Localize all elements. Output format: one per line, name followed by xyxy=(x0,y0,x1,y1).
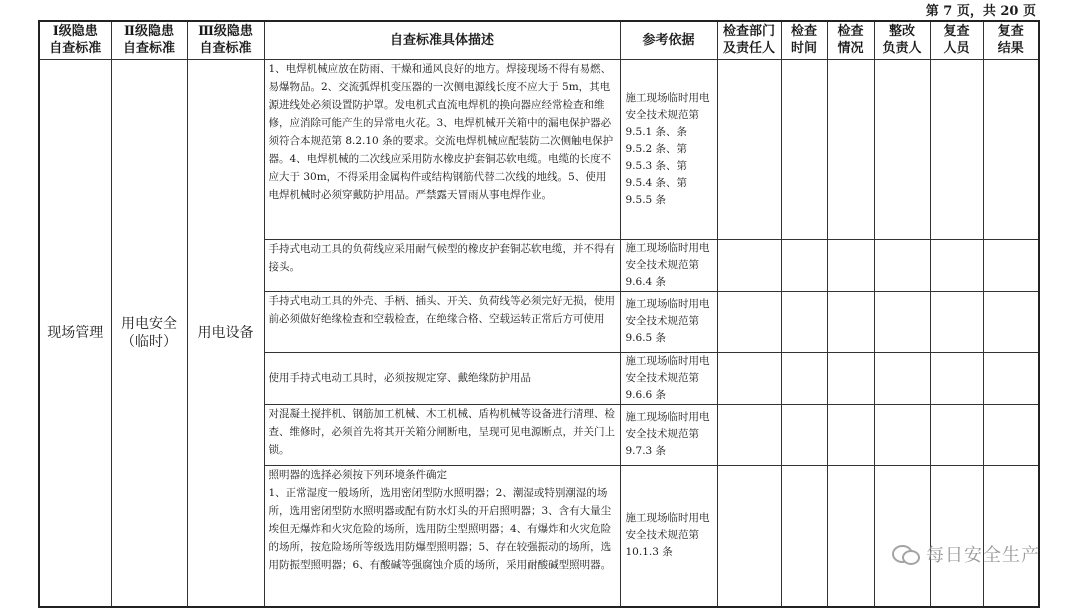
watermark xyxy=(892,541,1040,567)
reviewer-cell[interactable] xyxy=(930,291,983,352)
status-cell[interactable] xyxy=(827,291,874,352)
header-reviewer: 复查 人员 xyxy=(930,21,983,59)
basis-cell: 施工现场临时用电安全技术规范第 9.6.6 条 xyxy=(620,352,717,404)
header-status: 检查 情况 xyxy=(827,21,874,59)
header-row xyxy=(39,21,1039,59)
description-cell: 手持式电动工具的外壳、手柄、插头、开关、负荷线等必须完好无损，使用前必须做好绝缘检查和空载检查，在绝缘合格、空载运转正常后方可使用 xyxy=(264,291,620,352)
result-cell[interactable] xyxy=(983,59,1039,239)
status-cell[interactable] xyxy=(827,404,874,465)
status-cell[interactable] xyxy=(827,239,874,291)
dept-cell[interactable] xyxy=(717,291,781,352)
header-dept: 检查部门 及责任人 xyxy=(717,21,781,59)
level1-cell: 现场管理 xyxy=(39,59,111,607)
rectifier-cell[interactable] xyxy=(874,59,930,239)
time-cell[interactable] xyxy=(781,239,827,291)
rectifier-cell[interactable] xyxy=(874,404,930,465)
status-cell[interactable] xyxy=(827,59,874,239)
result-cell[interactable] xyxy=(983,352,1039,404)
header-description: 自查标准具体描述 xyxy=(264,21,620,59)
result-cell[interactable] xyxy=(983,239,1039,291)
result-cell[interactable] xyxy=(983,404,1039,465)
result-cell[interactable] xyxy=(983,291,1039,352)
dept-cell[interactable] xyxy=(717,239,781,291)
dept-cell[interactable] xyxy=(717,465,781,607)
basis-cell: 施工现场临时用电安全技术规范第 10.1.3 条 xyxy=(620,465,717,607)
reviewer-cell[interactable] xyxy=(930,404,983,465)
description-cell: 对混凝土搅拌机、钢筋加工机械、木工机械、盾构机械等设备进行清理、检查、维修时，必须首先将其开关箱分闸断电，呈现可见电源断点，并关门上锁。 xyxy=(264,404,620,465)
description-cell: 使用手持式电动工具时，必须按规定穿、戴绝缘防护用品 xyxy=(264,352,620,404)
time-cell[interactable] xyxy=(781,291,827,352)
basis-cell: 施工现场临时用电安全技术规范第 9.6.4 条 xyxy=(620,239,717,291)
dept-cell[interactable] xyxy=(717,404,781,465)
time-cell[interactable] xyxy=(781,59,827,239)
header-level3: Ⅲ级隐患 自查标准 xyxy=(187,21,264,59)
reviewer-cell[interactable] xyxy=(930,352,983,404)
level2-cell: 用电安全 （临时） xyxy=(111,59,187,607)
reviewer-cell[interactable] xyxy=(930,239,983,291)
status-cell[interactable] xyxy=(827,352,874,404)
rectifier-cell[interactable] xyxy=(874,352,930,404)
time-cell[interactable] xyxy=(781,465,827,607)
header-basis: 参考依据 xyxy=(620,21,717,59)
basis-cell: 施工现场临时用电安全技术规范第 9.7.3 条 xyxy=(620,404,717,465)
result-cell[interactable] xyxy=(983,465,1039,607)
header-level2: Ⅱ级隐患 自查标准 xyxy=(111,21,187,59)
status-cell[interactable] xyxy=(827,465,874,607)
watermark-text: 每日安全生产 xyxy=(926,545,1040,566)
rectifier-cell[interactable] xyxy=(874,239,930,291)
header-time: 检查 时间 xyxy=(781,21,827,59)
inspection-table xyxy=(38,20,1040,608)
time-cell[interactable] xyxy=(781,352,827,404)
reviewer-cell[interactable] xyxy=(930,465,983,607)
header-result: 复查 结果 xyxy=(983,21,1039,59)
wechat-icon xyxy=(892,543,920,565)
description-cell: 1、电焊机械应放在防雨、干燥和通风良好的地方。焊接现场不得有易燃、易爆物品。2、交流弧焊机变压器的一次侧电源线长度不应大于 5m，其电源进线处必须设置防护罩。发电机式直流电焊机的换向器应经常检查和维修，应消除可能产生的异常电火花。3、电焊机械开关箱中的漏电保护器必须符合本规范第 8.2.10 条的要求。交流电焊机械应配装防二次侧触电保护器。4、电焊机械的二次线应采用防水橡皮护套铜芯软电缆。电缆的长度不应大于 30m，不得采用金属构件或结构钢筋代替二次线的地线。5、使用电焊机械时必须穿戴防护用品。严禁露天冒雨从事电焊作业。 xyxy=(264,59,620,239)
header-level1: Ⅰ级隐患 自查标准 xyxy=(39,21,111,59)
dept-cell[interactable] xyxy=(717,352,781,404)
description-cell: 照明器的选择必须按下列环境条件确定 1、正常湿度一般场所，选用密闭型防水照明器；2、潮湿或特别潮湿的场所，选用密闭型防水照明器或配有防水灯头的开启照明器；3、含有大量尘埃但无爆炸和火灾危险的场所，选用防尘型照明器；4、有爆炸和火灾危险的场所，按危险场所等级选用防爆型照明器；5、存在较强振动的场所，选用防振型照明器；6、有酸碱等强腐蚀介质的场所，采用耐酸碱型照明器。 xyxy=(264,465,620,607)
basis-cell: 施工现场临时用电安全技术规范第 9.6.5 条 xyxy=(620,291,717,352)
basis-cell: 施工现场临时用电安全技术规范第 9.5.1 条、条 9.5.2 条、第 9.5.3 条、第 9.5.4 条、第 9.5.5 条 xyxy=(620,59,717,239)
time-cell[interactable] xyxy=(781,404,827,465)
level3-cell: 用电设备 xyxy=(187,59,264,607)
rectifier-cell[interactable] xyxy=(874,291,930,352)
page-number: 第 7 页，共 20 页 xyxy=(925,4,1036,19)
header-rectifier: 整改 负责人 xyxy=(874,21,930,59)
table-row xyxy=(39,59,1039,239)
rectifier-cell[interactable] xyxy=(874,465,930,607)
reviewer-cell[interactable] xyxy=(930,59,983,239)
description-cell: 手持式电动工具的负荷线应采用耐气候型的橡皮护套铜芯软电缆，并不得有接头。 xyxy=(264,239,620,291)
dept-cell[interactable] xyxy=(717,59,781,239)
